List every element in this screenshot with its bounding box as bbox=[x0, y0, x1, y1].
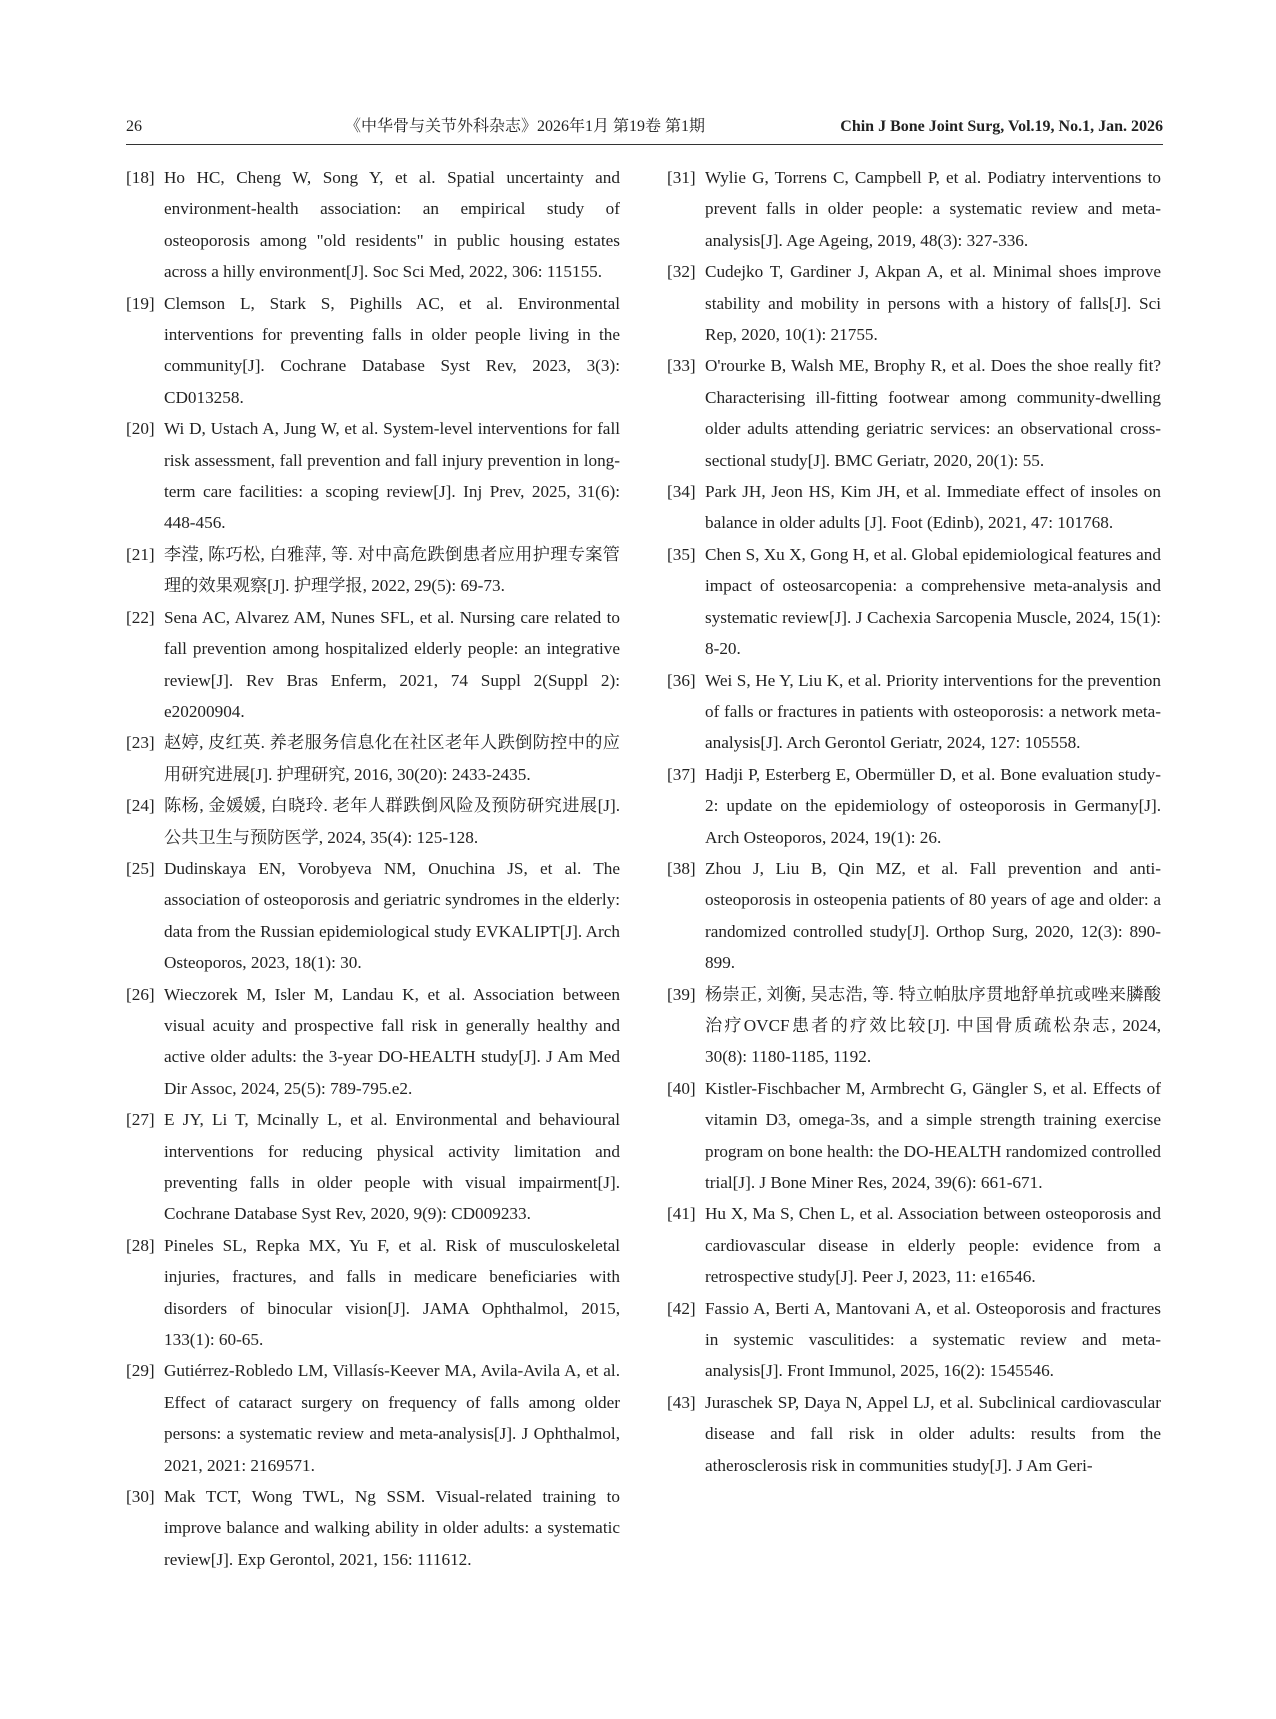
reference-item bbox=[667, 350, 1161, 476]
reference-item bbox=[667, 1198, 1161, 1292]
reference-number: [37] bbox=[667, 764, 696, 784]
reference-number: [26] bbox=[126, 984, 155, 1004]
reference-text: E JY, Li T, Mcinally L, et al. Environmental and behavioural interventions for reducing physical activity limitation and preventing falls in older people with visual impairment[J]. Cochrane Database Syst Rev, 2020, 9(9): CD009233. bbox=[164, 1110, 620, 1224]
reference-number: [33] bbox=[667, 356, 696, 376]
reference-text: Chen S, Xu X, Gong H, et al. Global epidemiological features and impact of osteosarcopenia: a comprehensive meta-analysis and systematic review[J]. J Cachexia Sarcopenia Muscle, 2024, 15(1): 8-20. bbox=[705, 544, 1161, 659]
reference-number: [20] bbox=[126, 419, 155, 439]
reference-item bbox=[667, 759, 1161, 853]
reference-item bbox=[667, 162, 1161, 256]
reference-number: [27] bbox=[126, 1110, 155, 1130]
reference-item bbox=[126, 539, 620, 602]
reference-number: [40] bbox=[667, 1078, 696, 1098]
reference-item bbox=[667, 1293, 1161, 1387]
reference-text: Ho HC, Cheng W, Song Y, et al. Spatial uncertainty and environment-health association: an empirical study of osteoporosis among "old residents" in public housing estates across a hilly environment[J]. Soc Sci Med, 2022, 306: 115155. bbox=[164, 168, 620, 282]
reference-number: [28] bbox=[126, 1235, 155, 1255]
reference-number: [34] bbox=[667, 482, 696, 502]
reference-number: [41] bbox=[667, 1204, 696, 1224]
reference-item bbox=[126, 1355, 620, 1481]
reference-number: [22] bbox=[126, 607, 155, 627]
reference-text: Hadji P, Esterberg E, Obermüller D, et al. Bone evaluation study-2: update on the epidemiology of osteoporosis in Germany[J]. Arch Osteoporos, 2024, 19(1): 26. bbox=[705, 764, 1161, 847]
reference-number: [21] bbox=[126, 544, 155, 564]
reference-text: 赵婷, 皮红英. 养老服务信息化在社区老年人跌倒防控中的应用研究进展[J]. 护理研究, 2016, 30(20): 2433-2435. bbox=[164, 733, 620, 784]
reference-number: [36] bbox=[667, 670, 696, 690]
reference-number: [19] bbox=[126, 293, 155, 313]
reference-text: Gutiérrez-Robledo LM, Villasís-Keever MA, Avila-Avila A, et al. Effect of cataract surgery on frequency of falls among older persons: a systematic review and meta-analysis[J]. J Ophthalmol, 2021, 2021: 2169571. bbox=[164, 1361, 620, 1475]
reference-text: Hu X, Ma S, Chen L, et al. Association between osteoporosis and cardiovascular disease in elderly people: evidence from a retrospective study[J]. Peer J, 2023, 11: e16546. bbox=[705, 1204, 1161, 1287]
reference-text: Wylie G, Torrens C, Campbell P, et al. Podiatry interventions to prevent falls in older people: a systematic review and meta-analysis[J]. Age Ageing, 2019, 48(3): 327-336. bbox=[705, 168, 1161, 250]
reference-number: [38] bbox=[667, 858, 696, 878]
reference-item bbox=[667, 476, 1161, 539]
reference-item bbox=[667, 539, 1161, 665]
reference-text: Juraschek SP, Daya N, Appel LJ, et al. Subclinical cardiovascular disease and fall risk in older adults: results from the atherosclerosis risk in communities study[J]. J Am Geri- bbox=[705, 1392, 1161, 1475]
reference-list-left bbox=[126, 162, 620, 1575]
reference-text: Pineles SL, Repka MX, Yu F, et al. Risk of musculoskeletal injuries, fractures, and falls in medicare beneficiaries with disorders of binocular vision[J]. JAMA Ophthalmol, 2015, 133(1): 60-65. bbox=[164, 1235, 620, 1350]
reference-item bbox=[126, 979, 620, 1105]
reference-number: [18] bbox=[126, 168, 155, 187]
journal-title-en: Chin J Bone Joint Surg, Vol.19, No.1, Jan. 2026 bbox=[840, 118, 1163, 135]
reference-item bbox=[667, 1073, 1161, 1199]
reference-number: [23] bbox=[126, 733, 155, 753]
reference-item bbox=[126, 853, 620, 979]
reference-item bbox=[667, 853, 1161, 979]
reference-text: Wei S, He Y, Liu K, et al. Priority interventions for the prevention of falls or fractures in patients with osteoporosis: a network meta-analysis[J]. Arch Gerontol Geriatr, 2024, 127: 105558. bbox=[705, 670, 1161, 753]
reference-text: 杨崇正, 刘衡, 吴志浩, 等. 特立帕肽序贯地舒单抗或唑来膦酸治疗OVCF患者的疗效比较[J]. 中国骨质疏松杂志, 2024, 30(8): 1180-1185, 1192. bbox=[705, 984, 1161, 1067]
reference-text: Wieczorek M, Isler M, Landau K, et al. Association between visual acuity and prospective fall risk in generally healthy and active older adults: the 3-year DO-HEALTH study[J]. J Am Med Dir Assoc, 2024, 25(5): 789-795.e2. bbox=[164, 984, 620, 1098]
reference-item bbox=[667, 665, 1161, 759]
reference-number: [29] bbox=[126, 1361, 155, 1381]
reference-item bbox=[667, 979, 1161, 1073]
reference-text: Kistler-Fischbacher M, Armbrecht G, Gängler S, et al. Effects of vitamin D3, omega-3s, and a simple strength training exercise program on bone health: the DO-HEALTH randomized controlled trial[J]. J Bone Miner Res, 2024, 39(6): 661-671. bbox=[705, 1078, 1161, 1192]
reference-item bbox=[667, 256, 1161, 350]
reference-text: Cudejko T, Gardiner J, Akpan A, et al. Minimal shoes improve stability and mobility in persons with a history of falls[J]. Sci Rep, 2020, 10(1): 21755. bbox=[705, 262, 1161, 345]
reference-text: 李滢, 陈巧松, 白雅萍, 等. 对中高危跌倒患者应用护理专案管理的效果观察[J]. 护理学报, 2022, 29(5): 69-73. bbox=[164, 544, 620, 596]
reference-number: [25] bbox=[126, 858, 155, 878]
reference-text: O'rourke B, Walsh ME, Brophy R, et al. Does the shoe really fit? Characterising ill-fitting footwear among community-dwelling older adults attending geriatric services: an observational cross-sectional study[J]. BMC Geriatr, 2020, 20(1): 55. bbox=[705, 356, 1161, 470]
reference-item bbox=[126, 727, 620, 790]
reference-item bbox=[667, 1387, 1161, 1481]
reference-item bbox=[126, 1230, 620, 1356]
reference-number: [43] bbox=[667, 1392, 696, 1412]
reference-text: Zhou J, Liu B, Qin MZ, et al. Fall prevention and anti-osteoporosis in osteopenia patients of 80 years of age and older: a randomized controlled study[J]. Orthop Surg, 2020, 12(3): 890-899. bbox=[705, 858, 1161, 973]
reference-text: Fassio A, Berti A, Mantovani A, et al. Osteoporosis and fractures in systemic vasculitides: a systematic review and meta-analysis[J]. Front Immunol, 2025, 16(2): 1545546. bbox=[705, 1298, 1161, 1381]
reference-item bbox=[126, 602, 620, 728]
reference-number: [24] bbox=[126, 796, 155, 816]
reference-number: [31] bbox=[667, 168, 696, 187]
reference-list-right bbox=[667, 162, 1161, 1481]
reference-text: Clemson L, Stark S, Pighills AC, et al. Environmental interventions for preventing falls in older people living in the community[J]. Cochrane Database Syst Rev, 2023, 3(3): CD013258. bbox=[164, 293, 620, 407]
page-header bbox=[126, 114, 1163, 145]
reference-item bbox=[126, 162, 620, 288]
reference-item bbox=[126, 1481, 620, 1575]
reference-item bbox=[126, 413, 620, 539]
reference-number: [30] bbox=[126, 1487, 155, 1507]
reference-number: [35] bbox=[667, 544, 696, 564]
reference-number: [39] bbox=[667, 984, 696, 1004]
reference-text: Sena AC, Alvarez AM, Nunes SFL, et al. Nursing care related to fall prevention among hospitalized elderly people: an integrative review[J]. Rev Bras Enferm, 2021, 74 Suppl 2(Suppl 2): e20200904. bbox=[164, 607, 620, 721]
reference-text: Dudinskaya EN, Vorobyeva NM, Onuchina JS, et al. The association of osteoporosis and geriatric syndromes in the elderly: data from the Russian epidemiological study EVKALIPT[J]. Arch Osteoporos, 2023, 18(1): 30. bbox=[164, 858, 620, 973]
reference-number: [42] bbox=[667, 1298, 696, 1318]
reference-text: Wi D, Ustach A, Jung W, et al. System-level interventions for fall risk assessment, fall prevention and fall injury prevention in long-term care facilities: a scoping review[J]. Inj Prev, 2025, 31(6): 448-456. bbox=[164, 419, 620, 533]
reference-text: 陈杨, 金媛媛, 白晓玲. 老年人群跌倒风险及预防研究进展[J]. 公共卫生与预防医学, 2024, 35(4): 125-128. bbox=[164, 796, 620, 847]
reference-text: Park JH, Jeon HS, Kim JH, et al. Immediate effect of insoles on balance in older adults [J]. Foot (Edinb), 2021, 47: 101768. bbox=[705, 482, 1161, 533]
page-number: 26 bbox=[126, 118, 142, 135]
reference-item bbox=[126, 790, 620, 853]
reference-item bbox=[126, 1104, 620, 1230]
journal-title-cn: 《中华骨与关节外科杂志》2026年1月 第19卷 第1期 bbox=[345, 118, 706, 135]
reference-item bbox=[126, 288, 620, 414]
reference-number: [32] bbox=[667, 262, 696, 282]
reference-text: Mak TCT, Wong TWL, Ng SSM. Visual-related training to improve balance and walking ability in older adults: a systematic review[J]. Exp Gerontol, 2021, 156: 111612. bbox=[164, 1487, 620, 1569]
